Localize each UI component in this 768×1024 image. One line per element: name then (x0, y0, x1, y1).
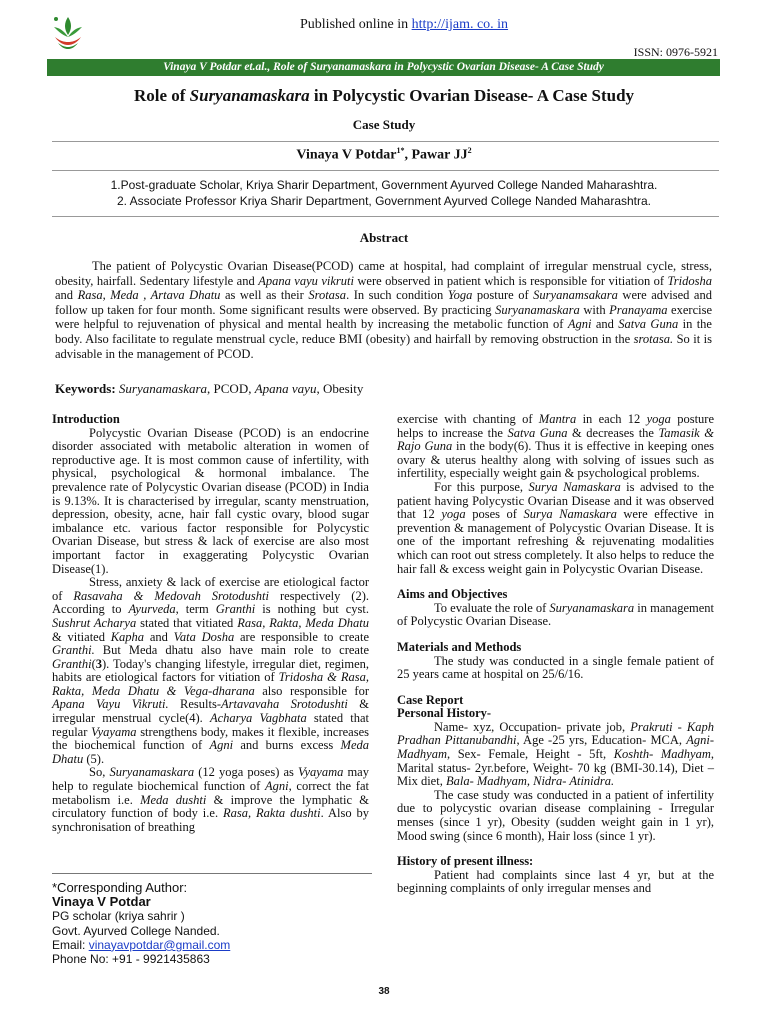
abstract-heading: Abstract (359, 230, 409, 245)
published-online-line (300, 17, 508, 33)
corresponding-line: PG scholar (kriya sahrir ) (52, 909, 185, 924)
left-column (52, 413, 369, 834)
affiliation-2: 2. Associate Professor Kriya Sharir Department, Government Ayurved College Nanded Maharashtra. (116, 194, 652, 208)
case-report-heading: Case Report (397, 692, 464, 707)
introduction-heading: Introduction (52, 412, 120, 426)
abstract-body: The patient of Polycystic Ovarian Disease(PCOD) came at hospital, had complaint of irregular menstrual cycle, stress, obesity, hairfall. Sedentary lifestyle and Apana vayu vikruti were observed in patient which is responsible for vitiation of Tridosha and Rasa, Meda , Artava Dhatu as well as their Srotasa. In such condition Yoga posture of Suryanamsakara were advised and follow up taken for four month. Some significant results were observed. By practicing Suryanamaskara with Pranayama exercise were helpful to rejuvenation of physical and mental health by increasing the metabolic function of Agni and Satva Guna in the body. Also facilitate to regulate menstrual cycle, reduce BMI (obesity) and hairfall by removing obstruction in the srotasa. So it is advisable in the management of PCOD. (55, 259, 712, 361)
paragraph: To evaluate the role of Suryanamaskara in management of Polycystic Ovarian Disease. (397, 600, 714, 629)
paragraph: So, Suryanamaskara (12 yoga poses) as Vyayama may help to regulate biochemical function of Agni, correct the fat metabolism i.e. Meda dushti & improve the lymphatic & circulatory function of body i.e. Rasa, Rakta dushti. Also by synchronisation of breathing (52, 765, 369, 834)
corresponding-phone: Phone No: +91 - 9921435863 (52, 952, 210, 967)
paragraph: For this purpose, Surya Namaskara is advised to the patient having Polycystic Ovarian Disease and it was observed that 12 yoga poses of Surya Namaskara were effective in prevention & management of Polycystic Ovarian Disease. It is one of the important refreshing & rejuvenating modalities which can root out stress completely. It also helps to reduce the hair fall & excess weight gain in Polycystic Ovarian Disease. (397, 479, 715, 576)
journal-logo-icon (50, 13, 86, 55)
authors: Vinaya V Potdar$^{1*}$, Pawar $JJ^2$ (296, 146, 472, 163)
published-prefix: Published online in (300, 17, 412, 32)
paragraph: The study was conducted in a single female patient of 25 years came at hospital on 25/6/16. (397, 653, 714, 682)
corresponding-name: Vinaya V Potdar (52, 894, 151, 910)
paragraph: Stress, anxiety & lack of exercise are etiological factor of Rasavaha & Medovah Srotodushti respectively (2). According to Ayurveda, term Granthi is nothing but cyst. Sushrut Acharya stated that vitiated Rasa, Rakta, Meda Dhatu & vitiated Kapha and Vata Dosha are responsible to create Granthi. But Meda dhatu also have main role to create Granthi(3). Today's changing lifestyle, irregular diet, regimen, habits are etiological factors for vitiation of Tridosha & Rasa, Rakta, Meda Dhatu & Vega-dharana also responsible for Apana Vayu Vikruti. Results-Artavavaha Srotodushti & irregular menstrual cycle(4). Acharya Vagbhata stated that regular Vyayama strengthens body, makes it flexible, increases the biochemical function of Agni and burns excess Meda Dhatu (5). (52, 575, 369, 766)
corresponding-author-box (52, 873, 372, 966)
materials-heading: Materials and Methods (397, 639, 522, 654)
divider (52, 170, 719, 171)
corresponding-line: Govt. Ayurved College Nanded. (52, 923, 220, 938)
aims-heading: Aims and Objectives (397, 587, 508, 602)
present-illness-heading: History of present illness: (397, 854, 534, 869)
journal-link[interactable]: http://ijam. co. in (411, 17, 509, 32)
email-link[interactable]: vinayavpotdar@gmail.com (88, 937, 231, 952)
right-column (397, 413, 714, 896)
affiliation-1: 1.Post-graduate Scholar, Kriya Sharir Department, Government Ayurved College Nanded Maharashtra. (110, 178, 658, 192)
page-number: 38 (378, 986, 390, 997)
paper-title: Role of Suryanamaskara in Polycystic Ovarian Disease- A Case Study (133, 86, 635, 105)
running-header-banner: Vinaya V Potdar et.al., Role of Suryanamaskara in Polycystic Ovarian Disease- A Case Study (47, 59, 720, 76)
divider (52, 141, 719, 142)
issn: ISSN: 0976-5921 (633, 45, 718, 59)
paragraph: Patient had complaints since last 4 yr, but at the beginning complaints of only irregular menses and (397, 867, 714, 896)
paragraph: Polycystic Ovarian Disease (PCOD) is an endocrine disorder associated with metabolic alteration in women of reproductive age. It is most common cause of infertility, with physical, psychological & hormonal imbalance. The prevalence rate of Polycystic Ovarian disease (PCOD) in India is 9.13%. It is characterised by irregular, scanty menstruation, depression, obesity, acne, hair fall cystic ovary, blood sugar imbalance etc. various factor responsible for Polycystic Ovarian Disease, but stress & lack of exercise are also most important factor in exaggerating Polycystic Ovarian Disease(1). (52, 425, 369, 576)
corresponding-email: Email: vinayavpotdar@gmail.com (52, 937, 231, 952)
corresponding-heading: *Corresponding Author: (52, 880, 188, 895)
paragraph: Name- xyz, Occupation- private job, Prakruti - Kaph Pradhan Pittanubandhi, Age -25 yrs, Education- MCA, Agni- Madhyam, Sex- Female, Height - 5ft, Koshth- Madhyam, Marital status- 2yr.before, Weight- 70 kg (BMI-30.14), Diet – Mix diet, Bala- Madhyam, Nidra- Atinidra. (397, 719, 715, 789)
paragraph: exercise with chanting of Mantra in each 12 yoga posture helps to increase the Satva Guna & decreases the Tamasik & Rajo Guna in the body(6). Thus it is effective in keeping ones ovary & uterus healthy along with solving of issues such as infertility, especially weight gain & psychological problems. (397, 412, 714, 481)
paragraph: The case study was conducted in a patient of infertility due to polycystic ovarian disease complaining - Irregular menses (since 1 yr), Obesity (sudden weight gain in 1 yr), Mood swing (since 6 month), Hair loss (since 1 yr). (397, 787, 714, 843)
personal-history-heading: Personal History- (397, 706, 492, 721)
article-type: Case Study (352, 117, 416, 132)
keywords: Keywords: Suryanamaskara, PCOD, Apana vayu, Obesity (55, 381, 364, 396)
divider (52, 216, 719, 217)
